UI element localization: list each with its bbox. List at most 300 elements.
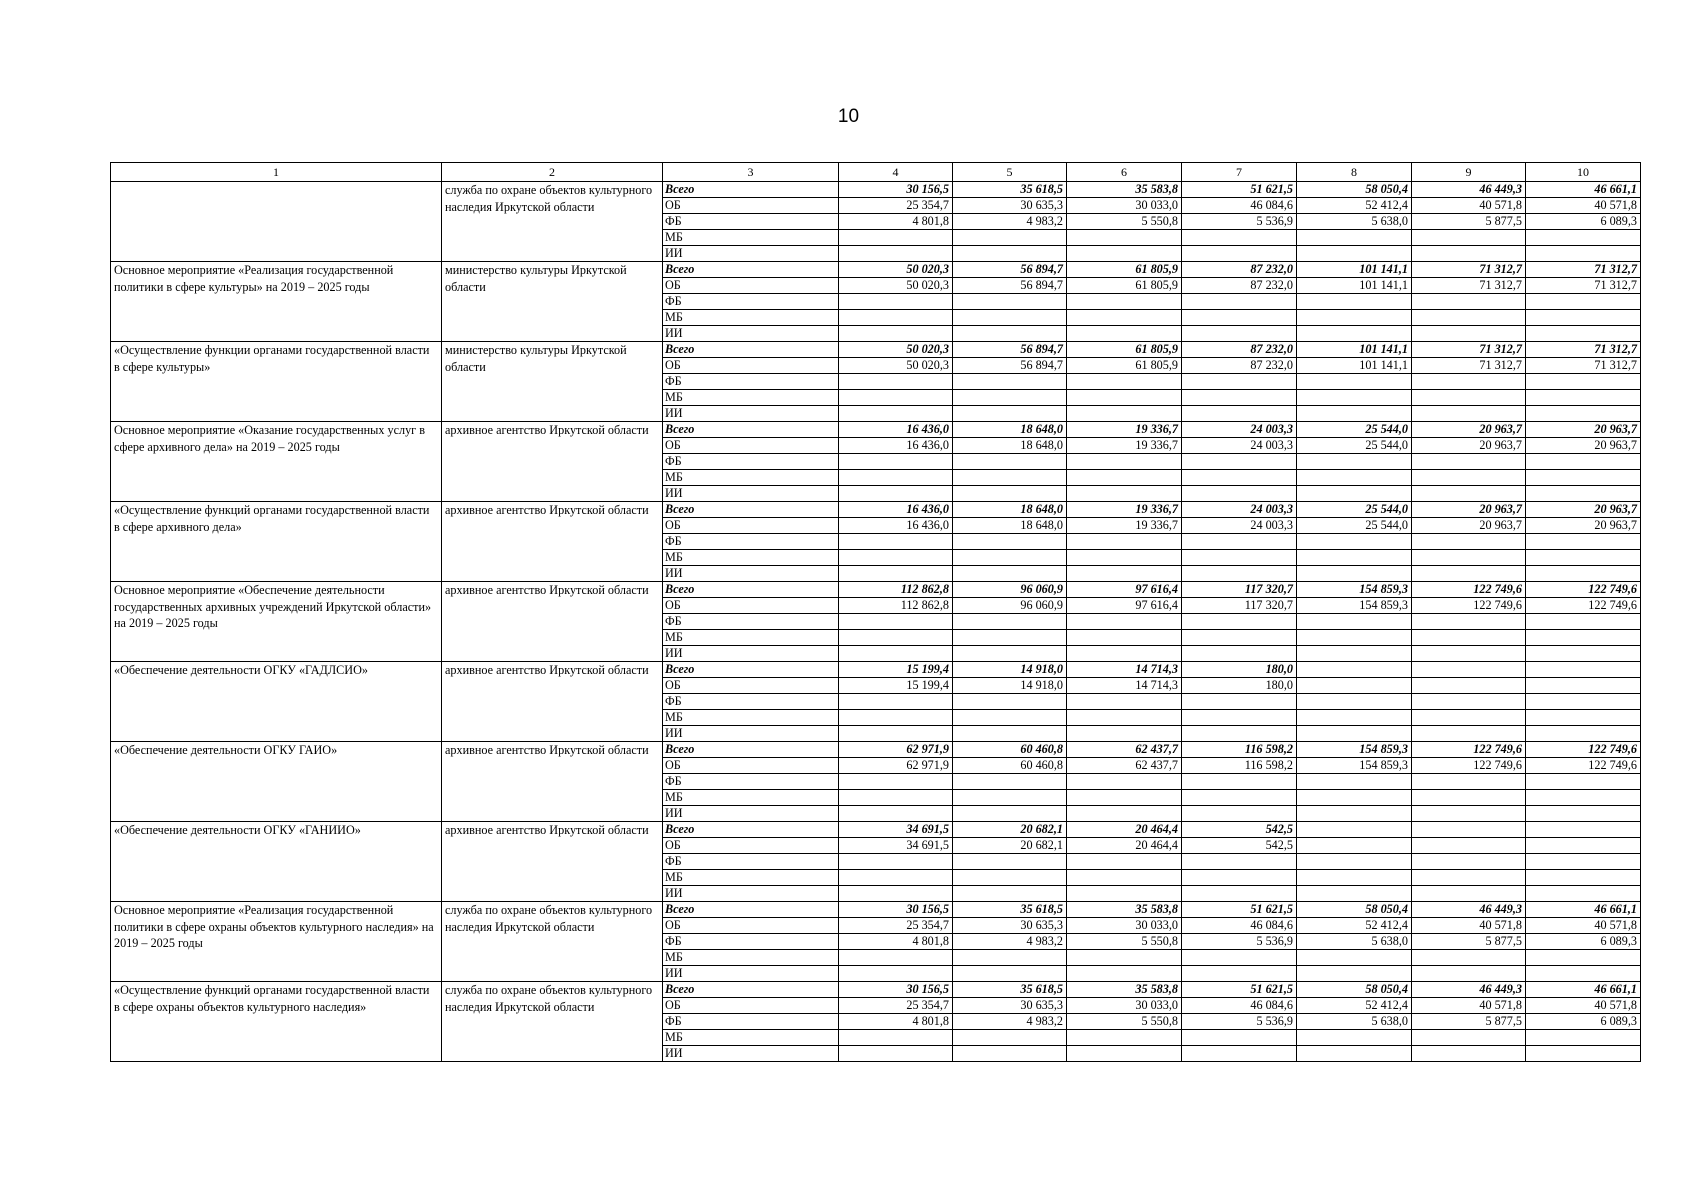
amount-cell: 40 571,8 [1412, 998, 1526, 1014]
executor-name: служба по охране объектов культурного наследия Иркутской области [442, 982, 663, 1062]
amount-cell [1526, 230, 1641, 246]
amount-cell: 46 661,1 [1526, 982, 1641, 998]
amount-cell: 30 156,5 [839, 982, 953, 998]
amount-cell: 5 550,8 [1067, 1014, 1182, 1030]
funding-source: Всего [663, 342, 839, 358]
funding-source: ФБ [663, 454, 839, 470]
amount-cell [1182, 726, 1297, 742]
amount-cell [1182, 550, 1297, 566]
amount-cell [1526, 806, 1641, 822]
amount-cell: 62 437,7 [1067, 742, 1182, 758]
amount-cell [1067, 326, 1182, 342]
amount-cell: 40 571,8 [1526, 998, 1641, 1014]
amount-cell [953, 566, 1067, 582]
amount-cell [1067, 966, 1182, 982]
amount-cell [953, 294, 1067, 310]
amount-cell: 71 312,7 [1526, 358, 1641, 374]
amount-cell [1297, 390, 1412, 406]
amount-cell [1067, 694, 1182, 710]
amount-cell [1067, 854, 1182, 870]
amount-cell [1067, 790, 1182, 806]
amount-cell: 56 894,7 [953, 278, 1067, 294]
amount-cell [1412, 630, 1526, 646]
amount-cell [1067, 230, 1182, 246]
amount-cell [1526, 614, 1641, 630]
amount-cell [1412, 726, 1526, 742]
activity-name: Основное мероприятие «Реализация государственной политики в сфере охраны объектов культурного наследия» на 2019 – 2025 годы [111, 902, 442, 982]
amount-cell: 56 894,7 [953, 342, 1067, 358]
amount-cell [953, 950, 1067, 966]
amount-cell: 18 648,0 [953, 518, 1067, 534]
funding-source: ИИ [663, 486, 839, 502]
amount-cell [1297, 1046, 1412, 1062]
amount-cell [839, 534, 953, 550]
amount-cell [1067, 294, 1182, 310]
amount-cell: 5 536,9 [1182, 934, 1297, 950]
amount-cell [839, 374, 953, 390]
amount-cell: 101 141,1 [1297, 342, 1412, 358]
amount-cell: 61 805,9 [1067, 342, 1182, 358]
amount-cell [1297, 678, 1412, 694]
amount-cell [1412, 822, 1526, 838]
amount-cell [1067, 470, 1182, 486]
funding-source: ИИ [663, 406, 839, 422]
amount-cell: 71 312,7 [1526, 278, 1641, 294]
amount-cell [953, 390, 1067, 406]
amount-cell: 16 436,0 [839, 502, 953, 518]
amount-cell: 52 412,4 [1297, 918, 1412, 934]
amount-cell [953, 774, 1067, 790]
amount-cell: 15 199,4 [839, 678, 953, 694]
amount-cell [1297, 966, 1412, 982]
amount-cell [1297, 246, 1412, 262]
amount-cell [1297, 374, 1412, 390]
amount-cell: 20 963,7 [1526, 502, 1641, 518]
amount-cell [1526, 406, 1641, 422]
amount-cell: 46 661,1 [1526, 182, 1641, 198]
amount-cell [839, 294, 953, 310]
table-row [111, 422, 1641, 438]
amount-cell [1297, 566, 1412, 582]
funding-source: ОБ [663, 438, 839, 454]
amount-cell [839, 854, 953, 870]
funding-source: ИИ [663, 966, 839, 982]
amount-cell: 50 020,3 [839, 278, 953, 294]
amount-cell [839, 566, 953, 582]
amount-cell [1412, 678, 1526, 694]
activity-name: Основное мероприятие «Реализация государственной политики в сфере культуры» на 2019 – 2025 годы [111, 262, 442, 342]
funding-source: ФБ [663, 214, 839, 230]
amount-cell [1297, 662, 1412, 678]
amount-cell: 18 648,0 [953, 438, 1067, 454]
amount-cell: 30 156,5 [839, 182, 953, 198]
amount-cell [1297, 726, 1412, 742]
funding-source: ОБ [663, 598, 839, 614]
amount-cell [953, 646, 1067, 662]
amount-cell [1526, 662, 1641, 678]
amount-cell [1412, 806, 1526, 822]
amount-cell: 154 859,3 [1297, 758, 1412, 774]
amount-cell: 40 571,8 [1526, 918, 1641, 934]
amount-cell: 542,5 [1182, 822, 1297, 838]
table-row [111, 182, 1641, 198]
amount-cell: 61 805,9 [1067, 278, 1182, 294]
amount-cell [839, 806, 953, 822]
amount-cell [1297, 294, 1412, 310]
amount-cell: 117 320,7 [1182, 598, 1297, 614]
amount-cell [1067, 630, 1182, 646]
amount-cell: 19 336,7 [1067, 422, 1182, 438]
amount-cell [953, 870, 1067, 886]
amount-cell [1412, 854, 1526, 870]
amount-cell [839, 326, 953, 342]
amount-cell [839, 710, 953, 726]
amount-cell: 20 963,7 [1412, 438, 1526, 454]
amount-cell [1526, 534, 1641, 550]
amount-cell: 46 449,3 [1412, 982, 1526, 998]
amount-cell [1526, 646, 1641, 662]
amount-cell [1297, 486, 1412, 502]
amount-cell: 25 354,7 [839, 998, 953, 1014]
funding-source: Всего [663, 822, 839, 838]
amount-cell [953, 246, 1067, 262]
amount-cell [1526, 550, 1641, 566]
amount-cell [1182, 710, 1297, 726]
amount-cell [1526, 246, 1641, 262]
funding-source: ИИ [663, 726, 839, 742]
amount-cell [1182, 390, 1297, 406]
amount-cell [1297, 854, 1412, 870]
amount-cell [1067, 726, 1182, 742]
amount-cell [953, 614, 1067, 630]
amount-cell: 30 033,0 [1067, 998, 1182, 1014]
amount-cell [1526, 454, 1641, 470]
amount-cell: 35 583,8 [1067, 182, 1182, 198]
amount-cell: 25 544,0 [1297, 518, 1412, 534]
amount-cell [839, 470, 953, 486]
amount-cell: 101 141,1 [1297, 278, 1412, 294]
amount-cell: 18 648,0 [953, 422, 1067, 438]
amount-cell [1297, 790, 1412, 806]
amount-cell: 19 336,7 [1067, 502, 1182, 518]
amount-cell: 35 618,5 [953, 182, 1067, 198]
executor-name: архивное агентство Иркутской области [442, 502, 663, 582]
funding-source: ОБ [663, 758, 839, 774]
amount-cell [1412, 550, 1526, 566]
amount-cell [839, 246, 953, 262]
amount-cell: 58 050,4 [1297, 182, 1412, 198]
amount-cell: 46 084,6 [1182, 998, 1297, 1014]
funding-source: ФБ [663, 534, 839, 550]
amount-cell [1297, 950, 1412, 966]
amount-cell [1182, 886, 1297, 902]
amount-cell [1526, 486, 1641, 502]
amount-cell [953, 310, 1067, 326]
amount-cell: 30 033,0 [1067, 198, 1182, 214]
amount-cell: 20 963,7 [1526, 422, 1641, 438]
amount-cell [1526, 630, 1641, 646]
funding-source: ИИ [663, 886, 839, 902]
amount-cell [1182, 310, 1297, 326]
amount-cell [1067, 1046, 1182, 1062]
funding-source: Всего [663, 502, 839, 518]
amount-cell [1412, 390, 1526, 406]
amount-cell [1067, 950, 1182, 966]
amount-cell [953, 726, 1067, 742]
amount-cell [953, 1030, 1067, 1046]
amount-cell [1412, 534, 1526, 550]
amount-cell [953, 854, 1067, 870]
amount-cell [1297, 406, 1412, 422]
funding-source: МБ [663, 1030, 839, 1046]
amount-cell [1182, 774, 1297, 790]
amount-cell: 5 877,5 [1412, 1014, 1526, 1030]
amount-cell [1412, 966, 1526, 982]
amount-cell: 24 003,3 [1182, 502, 1297, 518]
amount-cell: 97 616,4 [1067, 582, 1182, 598]
header-cell: 7 [1182, 163, 1297, 182]
amount-cell [1297, 550, 1412, 566]
activity-name: Основное мероприятие «Оказание государственных услуг в сфере архивного дела» на 2019 – 2025 годы [111, 422, 442, 502]
amount-cell [1526, 710, 1641, 726]
amount-cell [953, 326, 1067, 342]
amount-cell: 35 583,8 [1067, 902, 1182, 918]
amount-cell [1297, 710, 1412, 726]
funding-source: ИИ [663, 1046, 839, 1062]
amount-cell [1297, 310, 1412, 326]
amount-cell [1297, 1030, 1412, 1046]
amount-cell: 25 544,0 [1297, 422, 1412, 438]
amount-cell [1526, 966, 1641, 982]
amount-cell [839, 1030, 953, 1046]
funding-source: ФБ [663, 934, 839, 950]
amount-cell: 46 449,3 [1412, 182, 1526, 198]
amount-cell [1182, 646, 1297, 662]
amount-cell [1526, 950, 1641, 966]
amount-cell: 97 616,4 [1067, 598, 1182, 614]
funding-source: ФБ [663, 294, 839, 310]
amount-cell: 40 571,8 [1412, 198, 1526, 214]
funding-source: ФБ [663, 694, 839, 710]
amount-cell [1526, 886, 1641, 902]
amount-cell [1067, 454, 1182, 470]
funding-source: ОБ [663, 998, 839, 1014]
amount-cell [839, 950, 953, 966]
amount-cell [1526, 822, 1641, 838]
amount-cell [1526, 854, 1641, 870]
amount-cell: 4 983,2 [953, 1014, 1067, 1030]
amount-cell [953, 966, 1067, 982]
amount-cell: 50 020,3 [839, 262, 953, 278]
amount-cell: 116 598,2 [1182, 742, 1297, 758]
amount-cell: 87 232,0 [1182, 262, 1297, 278]
amount-cell [1526, 1046, 1641, 1062]
amount-cell [1067, 870, 1182, 886]
amount-cell: 52 412,4 [1297, 998, 1412, 1014]
table-row [111, 982, 1641, 998]
amount-cell [1297, 230, 1412, 246]
amount-cell: 20 963,7 [1526, 518, 1641, 534]
funding-source: МБ [663, 390, 839, 406]
amount-cell: 4 983,2 [953, 934, 1067, 950]
amount-cell [839, 694, 953, 710]
amount-cell: 71 312,7 [1412, 342, 1526, 358]
amount-cell: 20 963,7 [1412, 422, 1526, 438]
funding-source: ИИ [663, 566, 839, 582]
amount-cell [839, 486, 953, 502]
amount-cell [953, 806, 1067, 822]
funding-source: Всего [663, 582, 839, 598]
amount-cell: 20 682,1 [953, 822, 1067, 838]
funding-source: МБ [663, 230, 839, 246]
amount-cell: 30 156,5 [839, 902, 953, 918]
executor-name: архивное агентство Иркутской области [442, 742, 663, 822]
amount-cell: 19 336,7 [1067, 438, 1182, 454]
amount-cell: 56 894,7 [953, 358, 1067, 374]
amount-cell [1526, 326, 1641, 342]
amount-cell: 34 691,5 [839, 838, 953, 854]
amount-cell: 122 749,6 [1526, 598, 1641, 614]
funding-source: МБ [663, 950, 839, 966]
amount-cell [1182, 854, 1297, 870]
amount-cell [1067, 534, 1182, 550]
amount-cell [1297, 614, 1412, 630]
amount-cell [839, 646, 953, 662]
amount-cell [1067, 374, 1182, 390]
amount-cell [839, 230, 953, 246]
amount-cell: 30 635,3 [953, 918, 1067, 934]
amount-cell: 101 141,1 [1297, 262, 1412, 278]
amount-cell [1297, 454, 1412, 470]
funding-source: ФБ [663, 374, 839, 390]
amount-cell [1182, 374, 1297, 390]
amount-cell [1412, 374, 1526, 390]
activity-name: «Осуществление функций органами государственной власти в сфере архивного дела» [111, 502, 442, 582]
amount-cell [1297, 838, 1412, 854]
executor-name: служба по охране объектов культурного наследия Иркутской области [442, 182, 663, 262]
amount-cell: 14 918,0 [953, 678, 1067, 694]
amount-cell: 60 460,8 [953, 758, 1067, 774]
table-row [111, 662, 1641, 678]
amount-cell: 40 571,8 [1412, 918, 1526, 934]
table-row [111, 262, 1641, 278]
amount-cell [953, 230, 1067, 246]
activity-name: «Обеспечение деятельности ОГКУ «ГАНИИО» [111, 822, 442, 902]
funding-source: ФБ [663, 614, 839, 630]
funding-source: Всего [663, 982, 839, 998]
amount-cell [1182, 966, 1297, 982]
amount-cell [1182, 790, 1297, 806]
amount-cell: 96 060,9 [953, 582, 1067, 598]
amount-cell: 20 464,4 [1067, 838, 1182, 854]
funding-source: МБ [663, 870, 839, 886]
amount-cell: 20 682,1 [953, 838, 1067, 854]
amount-cell: 16 436,0 [839, 438, 953, 454]
executor-name: архивное агентство Иркутской области [442, 662, 663, 742]
amount-cell [1067, 886, 1182, 902]
amount-cell [1526, 790, 1641, 806]
amount-cell: 5 877,5 [1412, 214, 1526, 230]
amount-cell: 122 749,6 [1526, 742, 1641, 758]
amount-cell [1412, 246, 1526, 262]
amount-cell: 122 749,6 [1526, 758, 1641, 774]
amount-cell: 20 464,4 [1067, 822, 1182, 838]
funding-source: ИИ [663, 326, 839, 342]
table-row [111, 502, 1641, 518]
amount-cell [1526, 390, 1641, 406]
funding-source: МБ [663, 470, 839, 486]
amount-cell: 101 141,1 [1297, 358, 1412, 374]
amount-cell [1297, 534, 1412, 550]
amount-cell: 542,5 [1182, 838, 1297, 854]
table-row [111, 822, 1641, 838]
amount-cell: 25 544,0 [1297, 438, 1412, 454]
amount-cell: 58 050,4 [1297, 982, 1412, 998]
funding-source: ИИ [663, 646, 839, 662]
amount-cell [1067, 310, 1182, 326]
amount-cell: 122 749,6 [1412, 742, 1526, 758]
amount-cell: 5 638,0 [1297, 214, 1412, 230]
amount-cell [953, 694, 1067, 710]
table-body [111, 163, 1641, 1062]
amount-cell [1526, 678, 1641, 694]
executor-name: служба по охране объектов культурного наследия Иркутской области [442, 902, 663, 982]
amount-cell: 46 449,3 [1412, 902, 1526, 918]
amount-cell [1182, 566, 1297, 582]
amount-cell: 154 859,3 [1297, 742, 1412, 758]
amount-cell [1412, 838, 1526, 854]
amount-cell [1412, 774, 1526, 790]
amount-cell [1067, 710, 1182, 726]
amount-cell [953, 550, 1067, 566]
amount-cell [953, 406, 1067, 422]
table-row [111, 582, 1641, 598]
amount-cell [1412, 662, 1526, 678]
amount-cell [953, 790, 1067, 806]
amount-cell [839, 1046, 953, 1062]
amount-cell [1067, 806, 1182, 822]
amount-cell [1412, 326, 1526, 342]
amount-cell: 6 089,3 [1526, 934, 1641, 950]
funding-source: ФБ [663, 1014, 839, 1030]
header-cell: 10 [1526, 163, 1641, 182]
amount-cell [1526, 1030, 1641, 1046]
amount-cell: 15 199,4 [839, 662, 953, 678]
table-row [111, 342, 1641, 358]
funding-source: ОБ [663, 918, 839, 934]
amount-cell: 58 050,4 [1297, 902, 1412, 918]
amount-cell: 50 020,3 [839, 358, 953, 374]
amount-cell [1182, 1046, 1297, 1062]
funding-source: ИИ [663, 246, 839, 262]
amount-cell [953, 534, 1067, 550]
amount-cell: 30 033,0 [1067, 918, 1182, 934]
amount-cell [1297, 886, 1412, 902]
amount-cell: 180,0 [1182, 662, 1297, 678]
header-cell: 9 [1412, 163, 1526, 182]
amount-cell [1182, 486, 1297, 502]
amount-cell [1067, 390, 1182, 406]
amount-cell: 4 983,2 [953, 214, 1067, 230]
executor-name: архивное агентство Иркутской области [442, 582, 663, 662]
amount-cell: 30 635,3 [953, 198, 1067, 214]
amount-cell: 62 437,7 [1067, 758, 1182, 774]
amount-cell: 71 312,7 [1412, 358, 1526, 374]
funding-source: ОБ [663, 278, 839, 294]
table-row [111, 742, 1641, 758]
activity-name: «Обеспечение деятельности ОГКУ «ГАДЛСИО» [111, 662, 442, 742]
amount-cell [839, 630, 953, 646]
